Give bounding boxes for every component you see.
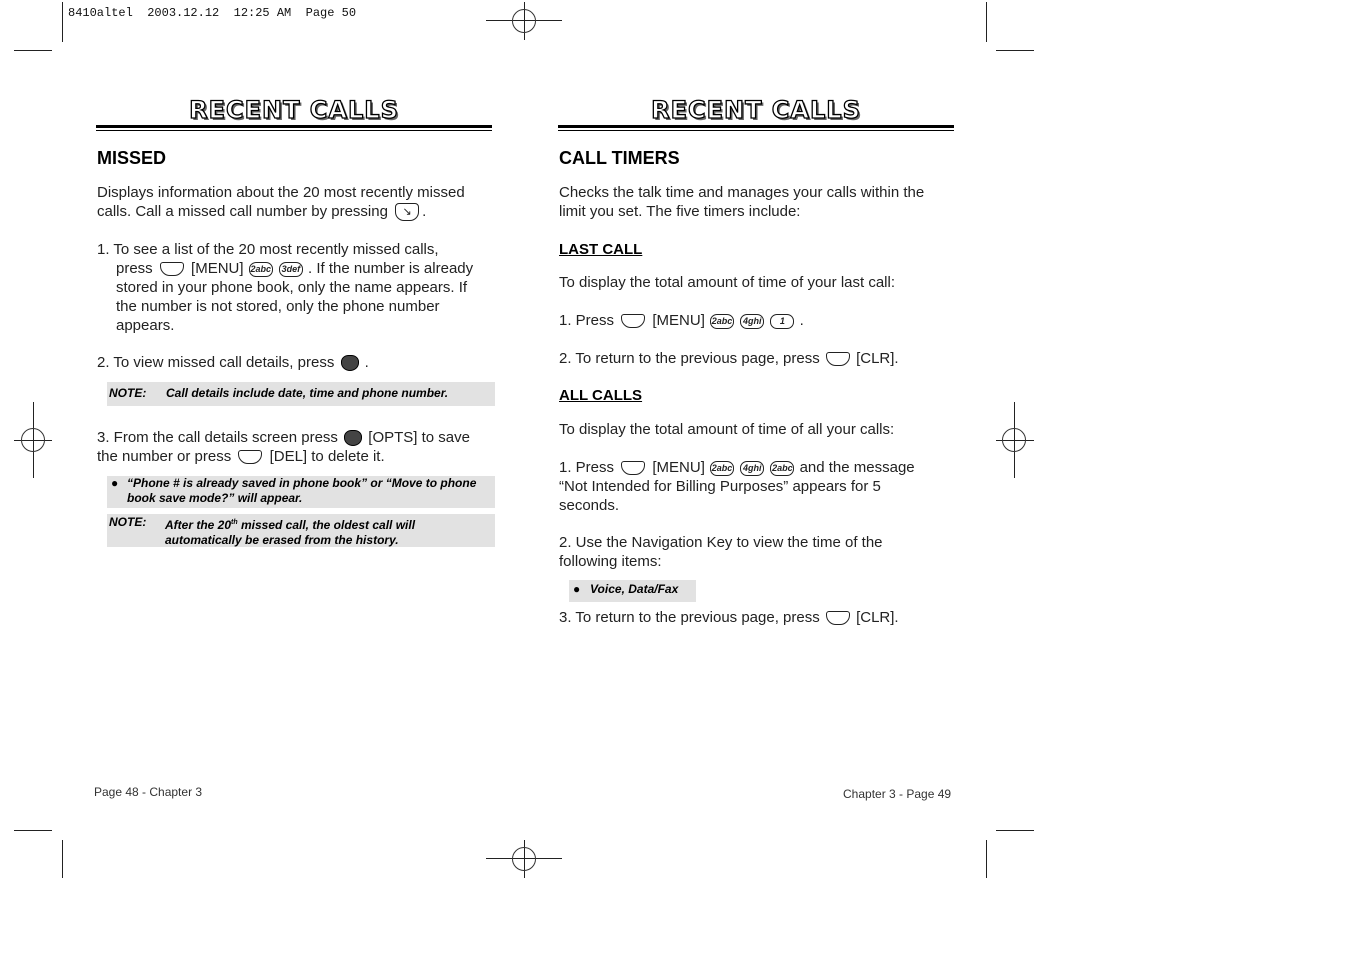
right-soft-key-icon bbox=[238, 450, 262, 464]
title-rule bbox=[96, 130, 492, 131]
print-slug: 8410altel 2003.12.12 12:25 AM Page 50 bbox=[68, 6, 357, 20]
crop-mark bbox=[62, 840, 63, 878]
all-calls-step-2: 2. Use the Navigation Key to view the time of the following items: bbox=[559, 534, 883, 570]
crop-mark bbox=[986, 840, 987, 878]
section-heading-missed: MISSED bbox=[97, 148, 167, 168]
send-key-icon: ↘ bbox=[395, 203, 419, 221]
all-calls-text: To display the total amount of time of all your calls: bbox=[559, 421, 895, 438]
note-oldest-call: NOTE: After the 20th missed call, the oldest call will automatically be erased from the history. bbox=[107, 514, 495, 547]
call-timers-intro: Checks the talk time and manages your calls within the limit you set. The five timers include: bbox=[559, 184, 925, 220]
left-page-footer: Page 48 - Chapter 3 bbox=[94, 785, 203, 799]
left-soft-key-icon bbox=[160, 262, 184, 276]
bullet-voice-data-fax: ● Voice, Data/Fax bbox=[569, 580, 696, 602]
title-rule bbox=[96, 125, 492, 128]
registration-circle bbox=[21, 428, 45, 452]
key-1-icon: 1 bbox=[770, 314, 794, 329]
missed-step-2: 2. To view missed call details, press . bbox=[97, 354, 369, 371]
left-page-title: RECENT CALLS bbox=[189, 96, 399, 124]
key-4-icon: 4ghi bbox=[740, 314, 764, 329]
left-soft-key-icon bbox=[621, 461, 645, 475]
section-heading-call-timers: CALL TIMERS bbox=[559, 148, 680, 168]
left-soft-key-icon bbox=[621, 314, 645, 328]
right-page-title: RECENT CALLS bbox=[651, 96, 861, 124]
all-calls-step-3: 3. To return to the previous page, press [CLR]. bbox=[559, 609, 899, 626]
last-call-text: To display the total amount of time of your last call: bbox=[559, 274, 895, 291]
note-call-details: NOTE: Call details include date, time and phone number. bbox=[107, 382, 495, 406]
crop-mark bbox=[14, 50, 52, 51]
missed-step-3: 3. From the call details screen press [OPTS] to save the number or press [DEL] to delete it. bbox=[97, 429, 470, 465]
key-3-icon: 3def bbox=[279, 262, 303, 277]
missed-intro: Displays information about the 20 most recently missed calls. Call a missed call number by pressing ↘ . bbox=[97, 184, 465, 220]
registration-circle bbox=[1002, 428, 1026, 452]
ok-key-icon bbox=[344, 430, 362, 446]
right-page-footer: Chapter 3 - Page 49 bbox=[843, 787, 952, 801]
registration-circle bbox=[512, 847, 536, 871]
key-2-icon: 2abc bbox=[770, 461, 794, 476]
last-call-step-1: 1. Press [MENU] 2abc 4ghi 1 . bbox=[559, 312, 804, 329]
last-call-step-2: 2. To return to the previous page, press [CLR]. bbox=[559, 350, 899, 367]
bullet-icon: ● bbox=[111, 476, 119, 490]
missed-step-1: 1. To see a list of the 20 most recently missed calls, press [MENU] 2abc 3def . If the number is already stored in your phone book, only the name appears. If the number is not stored, only the phone number appears. bbox=[97, 241, 474, 334]
all-calls-step-1: 1. Press [MENU] 2abc 4ghi 2abc and the message “Not Intended for Billing Purposes” appears for 5 seconds. bbox=[559, 459, 915, 514]
crop-mark bbox=[14, 830, 52, 831]
crop-mark bbox=[986, 2, 987, 42]
crop-mark bbox=[62, 2, 63, 42]
right-soft-key-icon bbox=[826, 611, 850, 625]
crop-mark bbox=[996, 830, 1034, 831]
right-soft-key-icon bbox=[826, 352, 850, 366]
title-rule bbox=[558, 130, 954, 131]
subheading-last-call: LAST CALL bbox=[559, 241, 643, 258]
title-rule bbox=[558, 125, 954, 128]
ok-key-icon bbox=[341, 355, 359, 371]
key-2-icon: 2abc bbox=[710, 461, 734, 476]
key-2-icon: 2abc bbox=[249, 262, 273, 277]
crop-mark bbox=[996, 50, 1034, 51]
key-4-icon: 4ghi bbox=[740, 461, 764, 476]
subheading-all-calls: ALL CALLS bbox=[559, 387, 643, 404]
bullet-save-message: ● “Phone # is already saved in phone book” or “Move to phone book save mode?” will appear. bbox=[107, 476, 495, 508]
registration-circle bbox=[512, 9, 536, 33]
key-2-icon: 2abc bbox=[710, 314, 734, 329]
bullet-icon: ● bbox=[573, 582, 581, 596]
